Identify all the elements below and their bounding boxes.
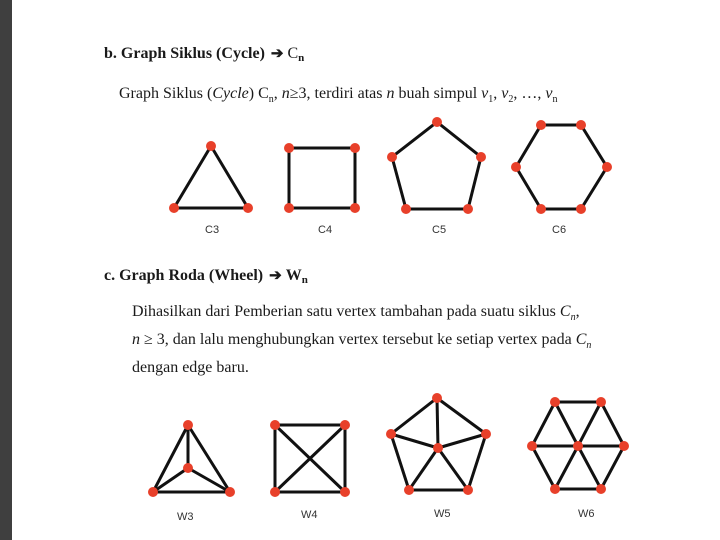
c5-label: C5: [432, 224, 447, 236]
wheel-desc-part: ,: [575, 303, 580, 320]
vertex-var-sub: 2: [508, 94, 514, 106]
w5-label: W5: [434, 508, 451, 520]
w6-vertex: [596, 397, 606, 407]
w5-spoke: [438, 448, 468, 490]
w3-vertex: [225, 487, 235, 497]
wheel-desc-italic: n: [132, 331, 140, 349]
cycle-desc-italic: Cycle: [212, 85, 249, 102]
w5-vertex: [463, 485, 473, 495]
arrow-right-icon: ➔: [269, 268, 282, 284]
w5-vertex: [404, 485, 414, 495]
w6-vertex: [550, 484, 560, 494]
w3-label: W3: [177, 511, 194, 523]
cycle-desc-part: ≥3, terdiri atas: [289, 85, 387, 102]
wheel-symbol: W: [285, 267, 302, 284]
w5-vertex: [481, 429, 491, 439]
w4-vertex: [270, 420, 280, 430]
wheel-desc-part: ≥ 3, dan lalu menghubungkan vertex tersebut ke setiap vertex pada: [140, 331, 576, 349]
c3-label: C3: [205, 224, 220, 236]
wheel-desc-sub: n: [570, 312, 576, 324]
arrow-right-icon: ➔: [270, 46, 284, 62]
cycle-desc-part: ,: [273, 85, 282, 102]
w3-vertex: [148, 487, 158, 497]
w5-spoke: [409, 448, 438, 490]
w6-label: W6: [578, 508, 595, 520]
w6-spoke: [578, 402, 601, 446]
w3-hub-vertex: [183, 463, 193, 473]
wheel-desc-part: Dihasilkan dari Pemberian satu vertex tambahan pada suatu siklus: [132, 303, 560, 320]
cycle-desc-part: buah simpul: [394, 85, 482, 102]
cycle-desc-italic: n: [386, 85, 395, 102]
w3-vertex: [183, 420, 193, 430]
cycle-heading-text: b. Graph Siklus (Cycle): [104, 45, 265, 62]
vertex-var: v: [545, 85, 553, 102]
wheel-heading-text: c. Graph Roda (Wheel): [104, 267, 264, 284]
w6-hub-vertex: [573, 441, 583, 451]
vertex-var-sub: 1: [488, 94, 494, 106]
w4-label: W4: [301, 509, 318, 521]
w4-vertex: [270, 487, 280, 497]
wheel-desc-italic: C: [559, 303, 571, 320]
w5-spoke: [391, 434, 438, 448]
cycle-desc-part: ,: [493, 85, 502, 102]
cycle-desc-italic: n: [281, 85, 290, 102]
vertex-var: v: [481, 85, 489, 102]
w4-vertex: [340, 420, 350, 430]
wheel-graph-edges: [153, 398, 624, 492]
w6-vertex: [527, 441, 537, 451]
wheel-desc-sub: n: [586, 340, 592, 352]
c6-label: C6: [552, 224, 567, 236]
cycle-desc-part: ) C: [248, 85, 269, 102]
wheel-desc-italic: C: [575, 331, 587, 349]
w5-spoke: [437, 398, 438, 448]
cycle-symbol: C: [287, 45, 299, 62]
w6-vertex: [619, 441, 629, 451]
cycle-desc-sub: n: [268, 94, 274, 106]
w3-rim: [153, 425, 230, 492]
w6-spoke: [578, 446, 601, 489]
w5-vertex: [386, 429, 396, 439]
wheel-desc-part: dengan edge baru.: [132, 359, 249, 377]
vertex-var-sub: n: [552, 94, 558, 106]
w5-hub-vertex: [433, 443, 443, 453]
cycle-symbol-sub: n: [298, 52, 305, 64]
w6-vertex: [596, 484, 606, 494]
w6-spoke: [555, 402, 578, 446]
w6-spoke: [555, 446, 578, 489]
c4-label: C4: [318, 224, 333, 236]
vertex-var: v: [501, 85, 509, 102]
w6-vertex: [550, 397, 560, 407]
w5-vertex: [432, 393, 442, 403]
cycle-desc-part: Graph Siklus (: [119, 85, 213, 102]
wheel-symbol-sub: n: [301, 274, 308, 286]
cycle-desc-part: , …,: [513, 85, 546, 102]
w4-vertex: [340, 487, 350, 497]
w5-spoke: [438, 434, 486, 448]
